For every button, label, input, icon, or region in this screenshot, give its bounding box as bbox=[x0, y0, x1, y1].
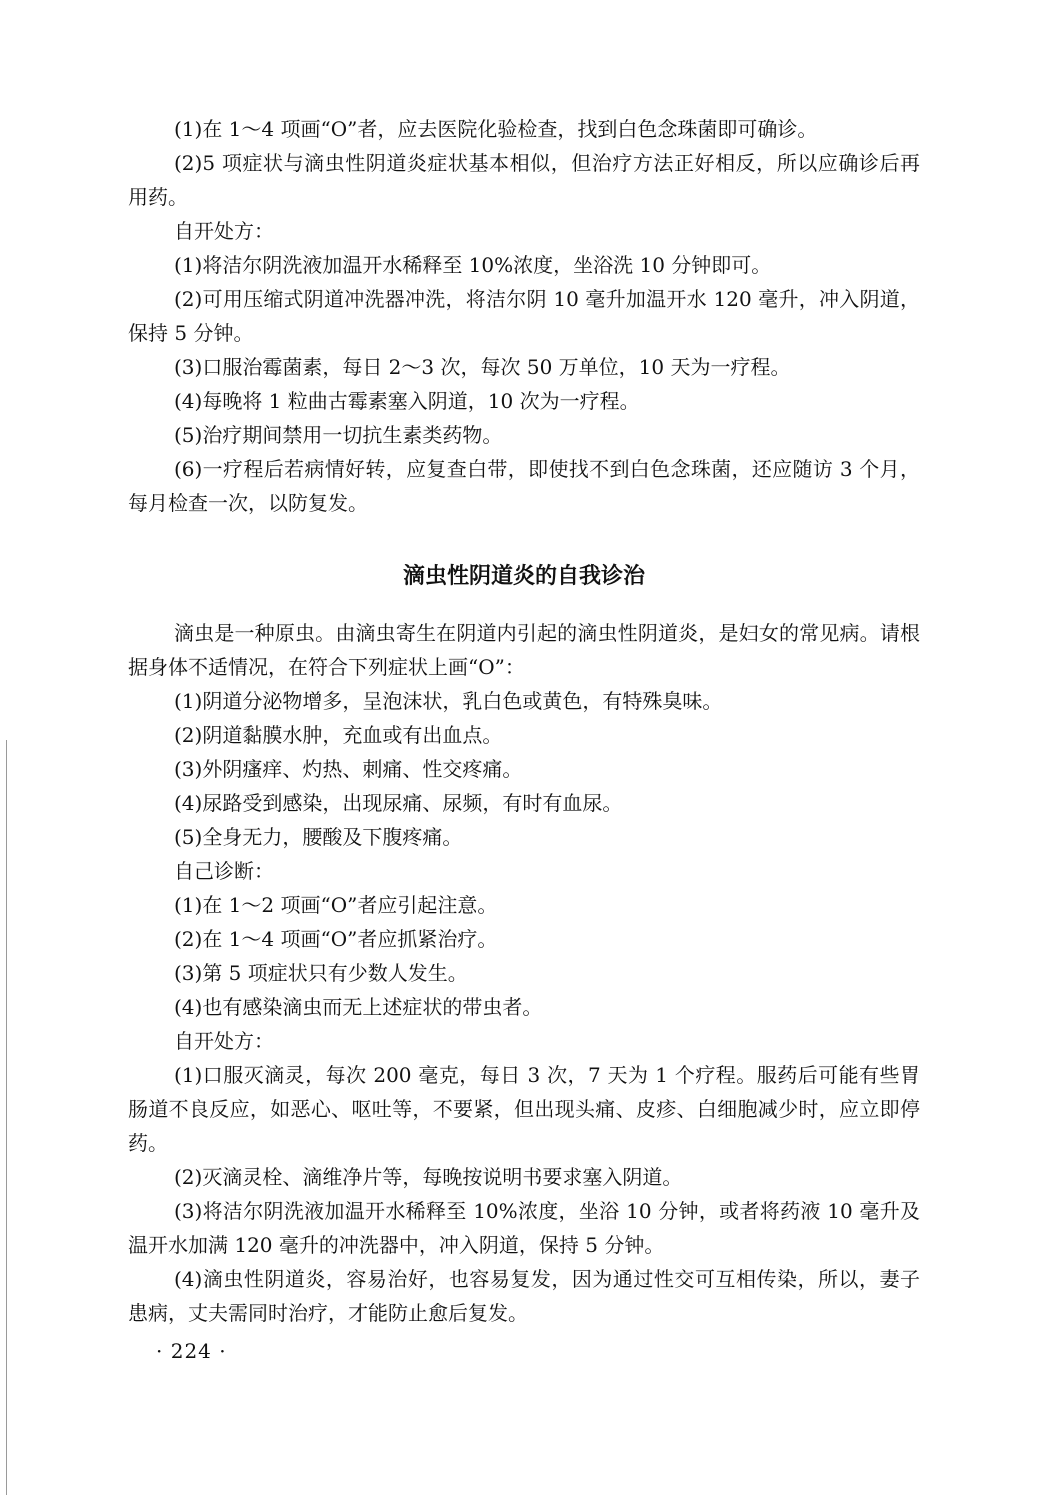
paragraph: (2)可用压缩式阴道冲洗器冲洗，将洁尔阴 10 毫升加温开水 120 毫升，冲入阴道，保持 5 分钟。 bbox=[128, 287, 920, 345]
scan-edge-line bbox=[6, 740, 7, 1495]
symptom-item: (3)外阴瘙痒、灼热、刺痛、性交疼痛。 bbox=[174, 757, 523, 781]
paragraph: (1)将洁尔阴洗液加温开水稀释至 10%浓度，坐浴洗 10 分钟即可。 bbox=[174, 253, 772, 277]
prescription-item: (4)滴虫性阴道炎，容易治好，也容易复发，因为通过性交可互相传染，所以，妻子患病，丈夫需同时治疗，才能防止愈后复发。 bbox=[128, 1267, 920, 1325]
spacer bbox=[128, 520, 920, 560]
page-body bbox=[128, 112, 920, 1330]
paragraph: (4)每晚将 1 粒曲古霉素塞入阴道，10 次为一疗程。 bbox=[174, 389, 640, 413]
paragraph: (6)一疗程后若病情好转，应复查白带，即使找不到白色念珠菌，还应随访 3 个月，每月检查一次，以防复发。 bbox=[128, 457, 920, 515]
diagnosis-item: (4)也有感染滴虫而无上述症状的带虫者。 bbox=[174, 995, 543, 1019]
symptom-item: (5)全身无力，腰酸及下腹疼痛。 bbox=[174, 825, 463, 849]
symptom-item: (2)阴道黏膜水肿，充血或有出血点。 bbox=[174, 723, 503, 747]
prescription-heading: 自开处方： bbox=[174, 219, 274, 243]
symptom-item: (1)阴道分泌物增多，呈泡沫状，乳白色或黄色，有特殊臭味。 bbox=[174, 689, 723, 713]
prescription-item: (2)灭滴灵栓、滴维净片等，每晚按说明书要求塞入阴道。 bbox=[174, 1165, 683, 1189]
paragraph: (5)治疗期间禁用一切抗生素类药物。 bbox=[174, 423, 503, 447]
spacer bbox=[128, 594, 920, 616]
page-number: · 224 · bbox=[156, 1339, 227, 1363]
diagnosis-heading: 自己诊断： bbox=[174, 859, 274, 883]
diagnosis-item: (3)第 5 项症状只有少数人发生。 bbox=[174, 961, 468, 985]
prescription-heading: 自开处方： bbox=[174, 1029, 274, 1053]
prescription-item: (3)将洁尔阴洗液加温开水稀释至 10%浓度，坐浴 10 分钟，或者将药液 10 毫升及温开水加满 120 毫升的冲洗器中，冲入阴道，保持 5 分钟。 bbox=[128, 1199, 920, 1257]
paragraph: (1)在 1～4 项画“O”者，应去医院化验检查，找到白色念珠菌即可确诊。 bbox=[174, 117, 818, 141]
prescription-item: (1)口服灭滴灵，每次 200 毫克，每日 3 次，7 天为 1 个疗程。服药后可能有些胃肠道不良反应，如恶心、呕吐等，不要紧，但出现头痛、皮疹、白细胞减少时，应立即停药。 bbox=[128, 1063, 920, 1155]
paragraph: (3)口服治霉菌素，每日 2～3 次，每次 50 万单位，10 天为一疗程。 bbox=[174, 355, 791, 379]
paragraph: (2)5 项症状与滴虫性阴道炎症状基本相似，但治疗方法正好相反，所以应确诊后再用药。 bbox=[128, 151, 920, 209]
diagnosis-item: (2)在 1～4 项画“O”者应抓紧治疗。 bbox=[174, 927, 498, 951]
section-heading: 滴虫性阴道炎的自我诊治 bbox=[402, 564, 645, 589]
paragraph: 滴虫是一种原虫。由滴虫寄生在阴道内引起的滴虫性阴道炎，是妇女的常见病。请根据身体不适情况，在符合下列症状上画“O”： bbox=[128, 621, 920, 679]
diagnosis-item: (1)在 1～2 项画“O”者应引起注意。 bbox=[174, 893, 498, 917]
symptom-item: (4)尿路受到感染，出现尿痛、尿频，有时有血尿。 bbox=[174, 791, 623, 815]
